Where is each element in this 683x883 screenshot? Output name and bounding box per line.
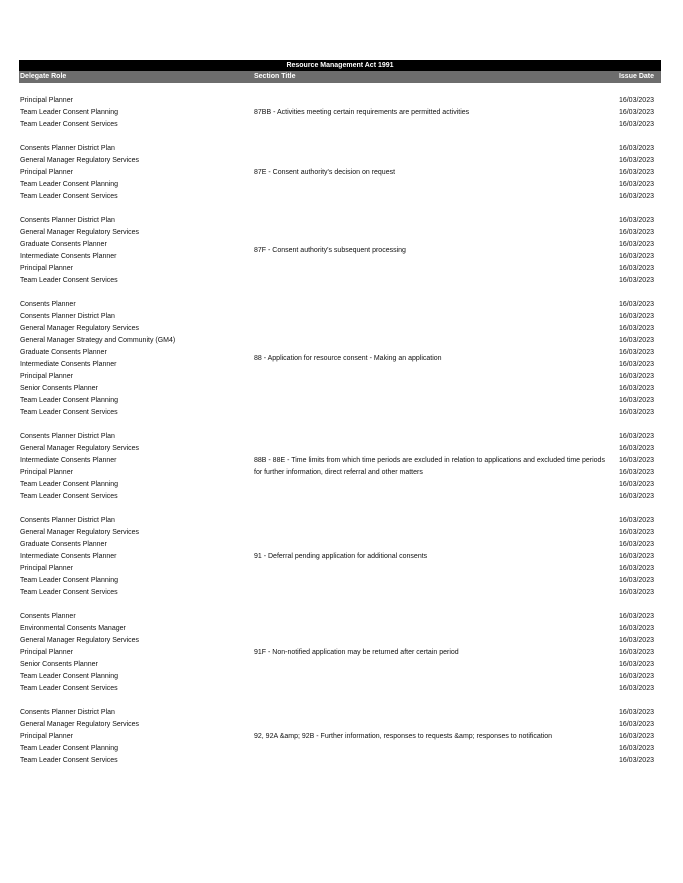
delegate-role-cell: Team Leader Consent Services (20, 493, 118, 500)
delegate-role-cell: General Manager Strategy and Community (GM4) (20, 337, 176, 344)
delegate-role-cell: Team Leader Consent Services (20, 757, 118, 764)
issue-date-cell: 16/03/2023 (618, 157, 654, 164)
delegate-role-cell: Team Leader Consent Services (20, 685, 118, 692)
issue-date-cell: 16/03/2023 (618, 169, 654, 176)
issue-date-cell: 16/03/2023 (618, 685, 654, 692)
delegate-role-cell: Consents Planner (20, 613, 76, 620)
delegate-role-cell: General Manager Regulatory Services (20, 157, 140, 164)
delegate-role-cell: Team Leader Consent Services (20, 409, 118, 416)
delegate-role-cell: General Manager Regulatory Services (20, 325, 140, 332)
delegate-role-cell: Consents Planner District Plan (20, 517, 115, 524)
issue-date-cell: 16/03/2023 (618, 121, 654, 128)
delegate-role-cell: Graduate Consents Planner (20, 241, 107, 248)
section-title-text: 87BB - Activities meeting certain requirements are permitted activities (254, 109, 470, 116)
delegate-role-cell: Team Leader Consent Planning (20, 673, 119, 680)
issue-date-cell: 16/03/2023 (618, 589, 654, 596)
section-title-cell (254, 95, 606, 131)
issue-date-cell: 16/03/2023 (618, 241, 654, 248)
section-group (19, 515, 661, 599)
section-group (19, 611, 661, 695)
delegate-role-cell: Principal Planner (20, 733, 73, 740)
issue-date-cell: 16/03/2023 (618, 397, 654, 404)
delegate-role-cell: Consents Planner District Plan (20, 433, 115, 440)
issue-date-cell: 16/03/2023 (618, 565, 654, 572)
section-group (19, 215, 661, 287)
section-title-cell (254, 143, 606, 203)
issue-date-cell: 16/03/2023 (618, 661, 654, 668)
issue-date-cell: 16/03/2023 (618, 349, 654, 356)
delegate-role-cell: Team Leader Consent Planning (20, 397, 119, 404)
section-group (19, 431, 661, 503)
delegate-role-cell: Team Leader Consent Services (20, 121, 118, 128)
issue-date-cell: 16/03/2023 (618, 109, 654, 116)
issue-date-cell: 16/03/2023 (618, 553, 654, 560)
delegate-role-cell: Team Leader Consent Services (20, 277, 118, 284)
delegate-role-cell: Principal Planner (20, 565, 73, 572)
issue-date-cell: 16/03/2023 (618, 445, 654, 452)
section-group (19, 143, 661, 203)
issue-date-cell: 16/03/2023 (618, 145, 654, 152)
section-title-cell (254, 515, 606, 599)
section-title-text: 91 - Deferral pending application for additional consents (254, 553, 428, 560)
issue-date-cell: 16/03/2023 (618, 637, 654, 644)
section-group (19, 299, 661, 419)
delegate-role-cell: Consents Planner District Plan (20, 709, 115, 716)
delegate-role-cell: Consents Planner District Plan (20, 217, 115, 224)
issue-date-cell: 16/03/2023 (618, 721, 654, 728)
issue-date-cell: 16/03/2023 (618, 361, 654, 368)
delegate-role-cell: Graduate Consents Planner (20, 349, 107, 356)
delegate-role-cell: Team Leader Consent Planning (20, 745, 119, 752)
delegate-role-cell: Principal Planner (20, 469, 73, 476)
section-title-cell (254, 215, 606, 287)
section-title-cell (254, 299, 606, 419)
issue-date-cell: 16/03/2023 (618, 733, 654, 740)
issue-date-cell: 16/03/2023 (618, 493, 654, 500)
delegate-role-cell: General Manager Regulatory Services (20, 721, 140, 728)
delegate-role-cell: Senior Consents Planner (20, 385, 98, 392)
delegate-role-cell: Team Leader Consent Planning (20, 481, 119, 488)
delegate-role-cell: Intermediate Consents Planner (20, 361, 117, 368)
issue-date-cell: 16/03/2023 (618, 97, 654, 104)
delegate-role-cell: Principal Planner (20, 265, 73, 272)
issue-date-cell: 16/03/2023 (618, 409, 654, 416)
delegate-role-cell: General Manager Regulatory Services (20, 529, 140, 536)
issue-date-cell: 16/03/2023 (618, 673, 654, 680)
delegate-role-cell: Team Leader Consent Services (20, 193, 118, 200)
section-title-text: 88 - Application for resource consent - Making an application (254, 355, 442, 362)
issue-date-cell: 16/03/2023 (618, 373, 654, 380)
delegate-role-cell: General Manager Regulatory Services (20, 229, 140, 236)
issue-date-cell: 16/03/2023 (618, 229, 654, 236)
section-group (19, 707, 661, 767)
section-title-cell (254, 707, 606, 767)
issue-date-cell: 16/03/2023 (618, 265, 654, 272)
issue-date-cell: 16/03/2023 (618, 541, 654, 548)
header-issue-date: Issue Date (618, 73, 654, 80)
table-title: Resource Management Act 1991 (19, 60, 661, 71)
issue-date-cell: 16/03/2023 (618, 469, 654, 476)
delegate-role-cell: General Manager Regulatory Services (20, 637, 140, 644)
issue-date-cell: 16/03/2023 (618, 181, 654, 188)
section-title-cell (254, 431, 606, 503)
table-header-row (19, 71, 661, 83)
delegate-role-cell: Intermediate Consents Planner (20, 457, 117, 464)
delegate-role-cell: Principal Planner (20, 373, 73, 380)
issue-date-cell: 16/03/2023 (618, 757, 654, 764)
delegate-role-cell: General Manager Regulatory Services (20, 445, 140, 452)
issue-date-cell: 16/03/2023 (618, 745, 654, 752)
issue-date-cell: 16/03/2023 (618, 457, 654, 464)
delegate-role-cell: Environmental Consents Manager (20, 625, 126, 632)
section-title-text: 92, 92A &amp; 92B - Further information, responses to requests &amp; responses to notification (254, 733, 553, 740)
section-title-text: 88B - 88E - Time limits from which time periods are excluded in relation to applications and excluded time periods for further information, direct referral and other matters (254, 457, 605, 476)
table-body (19, 95, 661, 767)
delegate-role-cell: Team Leader Consent Services (20, 589, 118, 596)
issue-date-cell: 16/03/2023 (618, 193, 654, 200)
section-title-text: 91F - Non-notified application may be returned after certain period (254, 649, 459, 656)
header-section-title: Section Title (254, 73, 296, 80)
issue-date-cell: 16/03/2023 (618, 277, 654, 284)
issue-date-cell: 16/03/2023 (618, 385, 654, 392)
delegate-role-cell: Intermediate Consents Planner (20, 553, 117, 560)
delegate-role-cell: Senior Consents Planner (20, 661, 98, 668)
issue-date-cell: 16/03/2023 (618, 577, 654, 584)
issue-date-cell: 16/03/2023 (618, 337, 654, 344)
delegate-role-cell: Team Leader Consent Planning (20, 577, 119, 584)
issue-date-cell: 16/03/2023 (618, 217, 654, 224)
section-title-cell (254, 611, 606, 695)
section-title-text: 87E - Consent authority's decision on request (254, 169, 396, 176)
issue-date-cell: 16/03/2023 (618, 649, 654, 656)
issue-date-cell: 16/03/2023 (618, 325, 654, 332)
issue-date-cell: 16/03/2023 (618, 301, 654, 308)
delegate-role-cell: Consents Planner District Plan (20, 313, 115, 320)
issue-date-cell: 16/03/2023 (618, 433, 654, 440)
delegate-role-cell: Team Leader Consent Planning (20, 181, 119, 188)
delegate-role-cell: Principal Planner (20, 97, 73, 104)
issue-date-cell: 16/03/2023 (618, 625, 654, 632)
issue-date-cell: 16/03/2023 (618, 253, 654, 260)
delegate-role-cell: Intermediate Consents Planner (20, 253, 117, 260)
delegate-role-cell: Principal Planner (20, 649, 73, 656)
issue-date-cell: 16/03/2023 (618, 313, 654, 320)
issue-date-cell: 16/03/2023 (618, 517, 654, 524)
delegate-role-cell: Consents Planner District Plan (20, 145, 115, 152)
issue-date-cell: 16/03/2023 (618, 481, 654, 488)
issue-date-cell: 16/03/2023 (618, 529, 654, 536)
issue-date-cell: 16/03/2023 (618, 709, 654, 716)
section-group (19, 95, 661, 131)
delegate-role-cell: Graduate Consents Planner (20, 541, 107, 548)
delegate-role-cell: Principal Planner (20, 169, 73, 176)
delegate-role-cell: Team Leader Consent Planning (20, 109, 119, 116)
delegate-role-cell: Consents Planner (20, 301, 76, 308)
section-title-text: 87F - Consent authority's subsequent processing (254, 247, 406, 254)
header-delegate-role: Delegate Role (20, 73, 67, 80)
delegations-table (19, 60, 661, 779)
issue-date-cell: 16/03/2023 (618, 613, 654, 620)
